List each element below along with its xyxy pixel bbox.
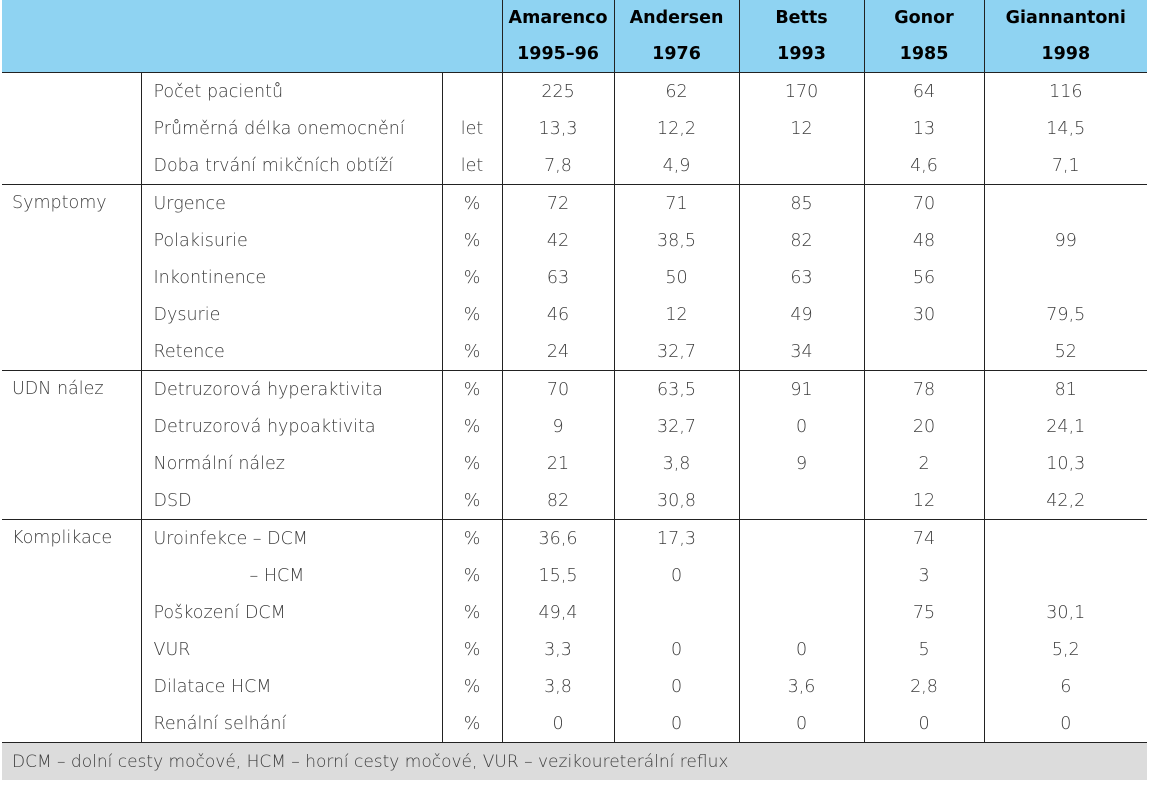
- footnote: DCM – dolní cesty močové, HCM – horní cesty močové, VUR – vezikoureterální reflux: [2, 743, 1147, 781]
- parameter-cell: Retence: [141, 333, 442, 371]
- category-cell: [2, 73, 141, 185]
- value-cell: 70: [502, 371, 614, 409]
- value-cell: 64: [864, 73, 984, 111]
- value-cell: 14,5: [984, 110, 1147, 147]
- value-cell: [739, 557, 864, 594]
- value-cell: [739, 594, 864, 631]
- value-cell: 42: [502, 222, 614, 259]
- value-cell: 49: [739, 296, 864, 333]
- header-author: Betts: [739, 0, 864, 36]
- value-cell: 30: [864, 296, 984, 333]
- value-cell: 15,5: [502, 557, 614, 594]
- value-cell: [739, 520, 864, 558]
- value-cell: [984, 185, 1147, 223]
- value-cell: 81: [984, 371, 1147, 409]
- parameter-cell: – HCM: [141, 557, 442, 594]
- parameter-cell: DSD: [141, 482, 442, 520]
- value-cell: 0: [739, 631, 864, 668]
- table-row: [2, 557, 1147, 594]
- value-cell: 63,5: [614, 371, 739, 409]
- value-cell: 9: [502, 408, 614, 445]
- table-row: [2, 259, 1147, 296]
- value-cell: 56: [864, 259, 984, 296]
- parameter-cell: Detruzorová hyperaktivita: [141, 371, 442, 409]
- parameter-cell: Uroinfekce – DCM: [141, 520, 442, 558]
- value-cell: 71: [614, 185, 739, 223]
- table-row: [2, 110, 1147, 147]
- table-row: [2, 482, 1147, 520]
- value-cell: 5: [864, 631, 984, 668]
- value-cell: 24,1: [984, 408, 1147, 445]
- value-cell: [739, 482, 864, 520]
- value-cell: 3,3: [502, 631, 614, 668]
- unit-cell: %: [442, 185, 502, 223]
- value-cell: 42,2: [984, 482, 1147, 520]
- parameter-cell: Počet pacientů: [141, 73, 442, 111]
- table-footer: [2, 743, 1147, 781]
- table-row: [2, 631, 1147, 668]
- value-cell: 30,1: [984, 594, 1147, 631]
- value-cell: 2: [864, 445, 984, 482]
- value-cell: 82: [502, 482, 614, 520]
- value-cell: 12: [739, 110, 864, 147]
- unit-cell: %: [442, 333, 502, 371]
- parameter-cell: Renální selhání: [141, 705, 442, 743]
- value-cell: [984, 557, 1147, 594]
- header-year: 1998: [984, 36, 1147, 73]
- table-row: [2, 520, 1147, 558]
- value-cell: 50: [614, 259, 739, 296]
- value-cell: 0: [614, 557, 739, 594]
- table-row: [2, 594, 1147, 631]
- value-cell: 13: [864, 110, 984, 147]
- value-cell: [984, 259, 1147, 296]
- value-cell: 72: [502, 185, 614, 223]
- value-cell: 12,2: [614, 110, 739, 147]
- value-cell: 78: [864, 371, 984, 409]
- value-cell: 20: [864, 408, 984, 445]
- unit-cell: %: [442, 408, 502, 445]
- table-row: [2, 333, 1147, 371]
- value-cell: [739, 147, 864, 185]
- study-comparison-table-container: [2, 0, 1147, 780]
- parameter-cell: Polakisurie: [141, 222, 442, 259]
- unit-cell: let: [442, 110, 502, 147]
- category-cell: UDN nález: [2, 371, 141, 520]
- unit-cell: %: [442, 557, 502, 594]
- header-author: Giannantoni: [984, 0, 1147, 36]
- value-cell: [614, 594, 739, 631]
- unit-cell: %: [442, 705, 502, 743]
- unit-cell: %: [442, 371, 502, 409]
- table-row: [2, 222, 1147, 259]
- value-cell: 91: [739, 371, 864, 409]
- value-cell: [864, 333, 984, 371]
- value-cell: 63: [739, 259, 864, 296]
- value-cell: 62: [614, 73, 739, 111]
- parameter-cell: Urgence: [141, 185, 442, 223]
- value-cell: 10,3: [984, 445, 1147, 482]
- value-cell: 30,8: [614, 482, 739, 520]
- unit-cell: %: [442, 482, 502, 520]
- table-row: [2, 185, 1147, 223]
- value-cell: 5,2: [984, 631, 1147, 668]
- value-cell: 7,8: [502, 147, 614, 185]
- value-cell: 24: [502, 333, 614, 371]
- value-cell: 4,6: [864, 147, 984, 185]
- value-cell: 38,5: [614, 222, 739, 259]
- value-cell: 7,1: [984, 147, 1147, 185]
- value-cell: 48: [864, 222, 984, 259]
- value-cell: 0: [502, 705, 614, 743]
- unit-cell: %: [442, 631, 502, 668]
- parameter-cell: Normální nález: [141, 445, 442, 482]
- value-cell: 49,4: [502, 594, 614, 631]
- value-cell: [984, 520, 1147, 558]
- value-cell: 0: [984, 705, 1147, 743]
- value-cell: 3,8: [502, 668, 614, 705]
- study-comparison-table: [2, 0, 1147, 780]
- header-year: 1995–96: [502, 36, 614, 73]
- unit-cell: %: [442, 445, 502, 482]
- value-cell: 0: [614, 668, 739, 705]
- value-cell: 3,6: [739, 668, 864, 705]
- value-cell: 12: [864, 482, 984, 520]
- header-year: 1976: [614, 36, 739, 73]
- parameter-cell: Dysurie: [141, 296, 442, 333]
- header-year: 1985: [864, 36, 984, 73]
- value-cell: 116: [984, 73, 1147, 111]
- unit-cell: %: [442, 296, 502, 333]
- value-cell: 32,7: [614, 408, 739, 445]
- value-cell: 79,5: [984, 296, 1147, 333]
- unit-cell: %: [442, 668, 502, 705]
- header-blank-cell: [2, 0, 502, 73]
- table-row: [2, 296, 1147, 333]
- header-author: Amarenco: [502, 0, 614, 36]
- unit-cell: let: [442, 147, 502, 185]
- unit-cell: %: [442, 222, 502, 259]
- table-row: [2, 408, 1147, 445]
- table-body: [2, 73, 1147, 743]
- parameter-cell: Průměrná délka onemocnění: [141, 110, 442, 147]
- value-cell: 0: [739, 705, 864, 743]
- value-cell: 17,3: [614, 520, 739, 558]
- value-cell: 225: [502, 73, 614, 111]
- header-authors-row: [2, 0, 1147, 36]
- value-cell: 32,7: [614, 333, 739, 371]
- value-cell: 9: [739, 445, 864, 482]
- value-cell: 21: [502, 445, 614, 482]
- value-cell: 0: [614, 631, 739, 668]
- value-cell: 46: [502, 296, 614, 333]
- value-cell: 82: [739, 222, 864, 259]
- parameter-cell: Inkontinence: [141, 259, 442, 296]
- table-row: [2, 668, 1147, 705]
- parameter-cell: Poškození DCM: [141, 594, 442, 631]
- value-cell: 99: [984, 222, 1147, 259]
- value-cell: 63: [502, 259, 614, 296]
- category-cell: Symptomy: [2, 185, 141, 371]
- value-cell: 3,8: [614, 445, 739, 482]
- value-cell: 52: [984, 333, 1147, 371]
- value-cell: 34: [739, 333, 864, 371]
- parameter-cell: Detruzorová hypoaktivita: [141, 408, 442, 445]
- parameter-cell: Dilatace HCM: [141, 668, 442, 705]
- value-cell: 170: [739, 73, 864, 111]
- table-row: [2, 371, 1147, 409]
- value-cell: 4,9: [614, 147, 739, 185]
- table-row: [2, 73, 1147, 111]
- footnote-row: [2, 743, 1147, 781]
- value-cell: 3: [864, 557, 984, 594]
- unit-cell: %: [442, 259, 502, 296]
- category-cell: Komplikace: [2, 520, 141, 743]
- value-cell: 0: [864, 705, 984, 743]
- table-row: [2, 705, 1147, 743]
- value-cell: 12: [614, 296, 739, 333]
- value-cell: 0: [739, 408, 864, 445]
- unit-cell: %: [442, 520, 502, 558]
- value-cell: 75: [864, 594, 984, 631]
- unit-cell: [442, 73, 502, 111]
- value-cell: 2,8: [864, 668, 984, 705]
- value-cell: 6: [984, 668, 1147, 705]
- value-cell: 74: [864, 520, 984, 558]
- value-cell: 13,3: [502, 110, 614, 147]
- header-year: 1993: [739, 36, 864, 73]
- table-row: [2, 147, 1147, 185]
- value-cell: 85: [739, 185, 864, 223]
- unit-cell: %: [442, 594, 502, 631]
- value-cell: 70: [864, 185, 984, 223]
- table-header: [2, 0, 1147, 73]
- parameter-cell: VUR: [141, 631, 442, 668]
- parameter-cell: Doba trvání mikčních obtíží: [141, 147, 442, 185]
- table-row: [2, 445, 1147, 482]
- header-author: Andersen: [614, 0, 739, 36]
- header-author: Gonor: [864, 0, 984, 36]
- value-cell: 36,6: [502, 520, 614, 558]
- value-cell: 0: [614, 705, 739, 743]
